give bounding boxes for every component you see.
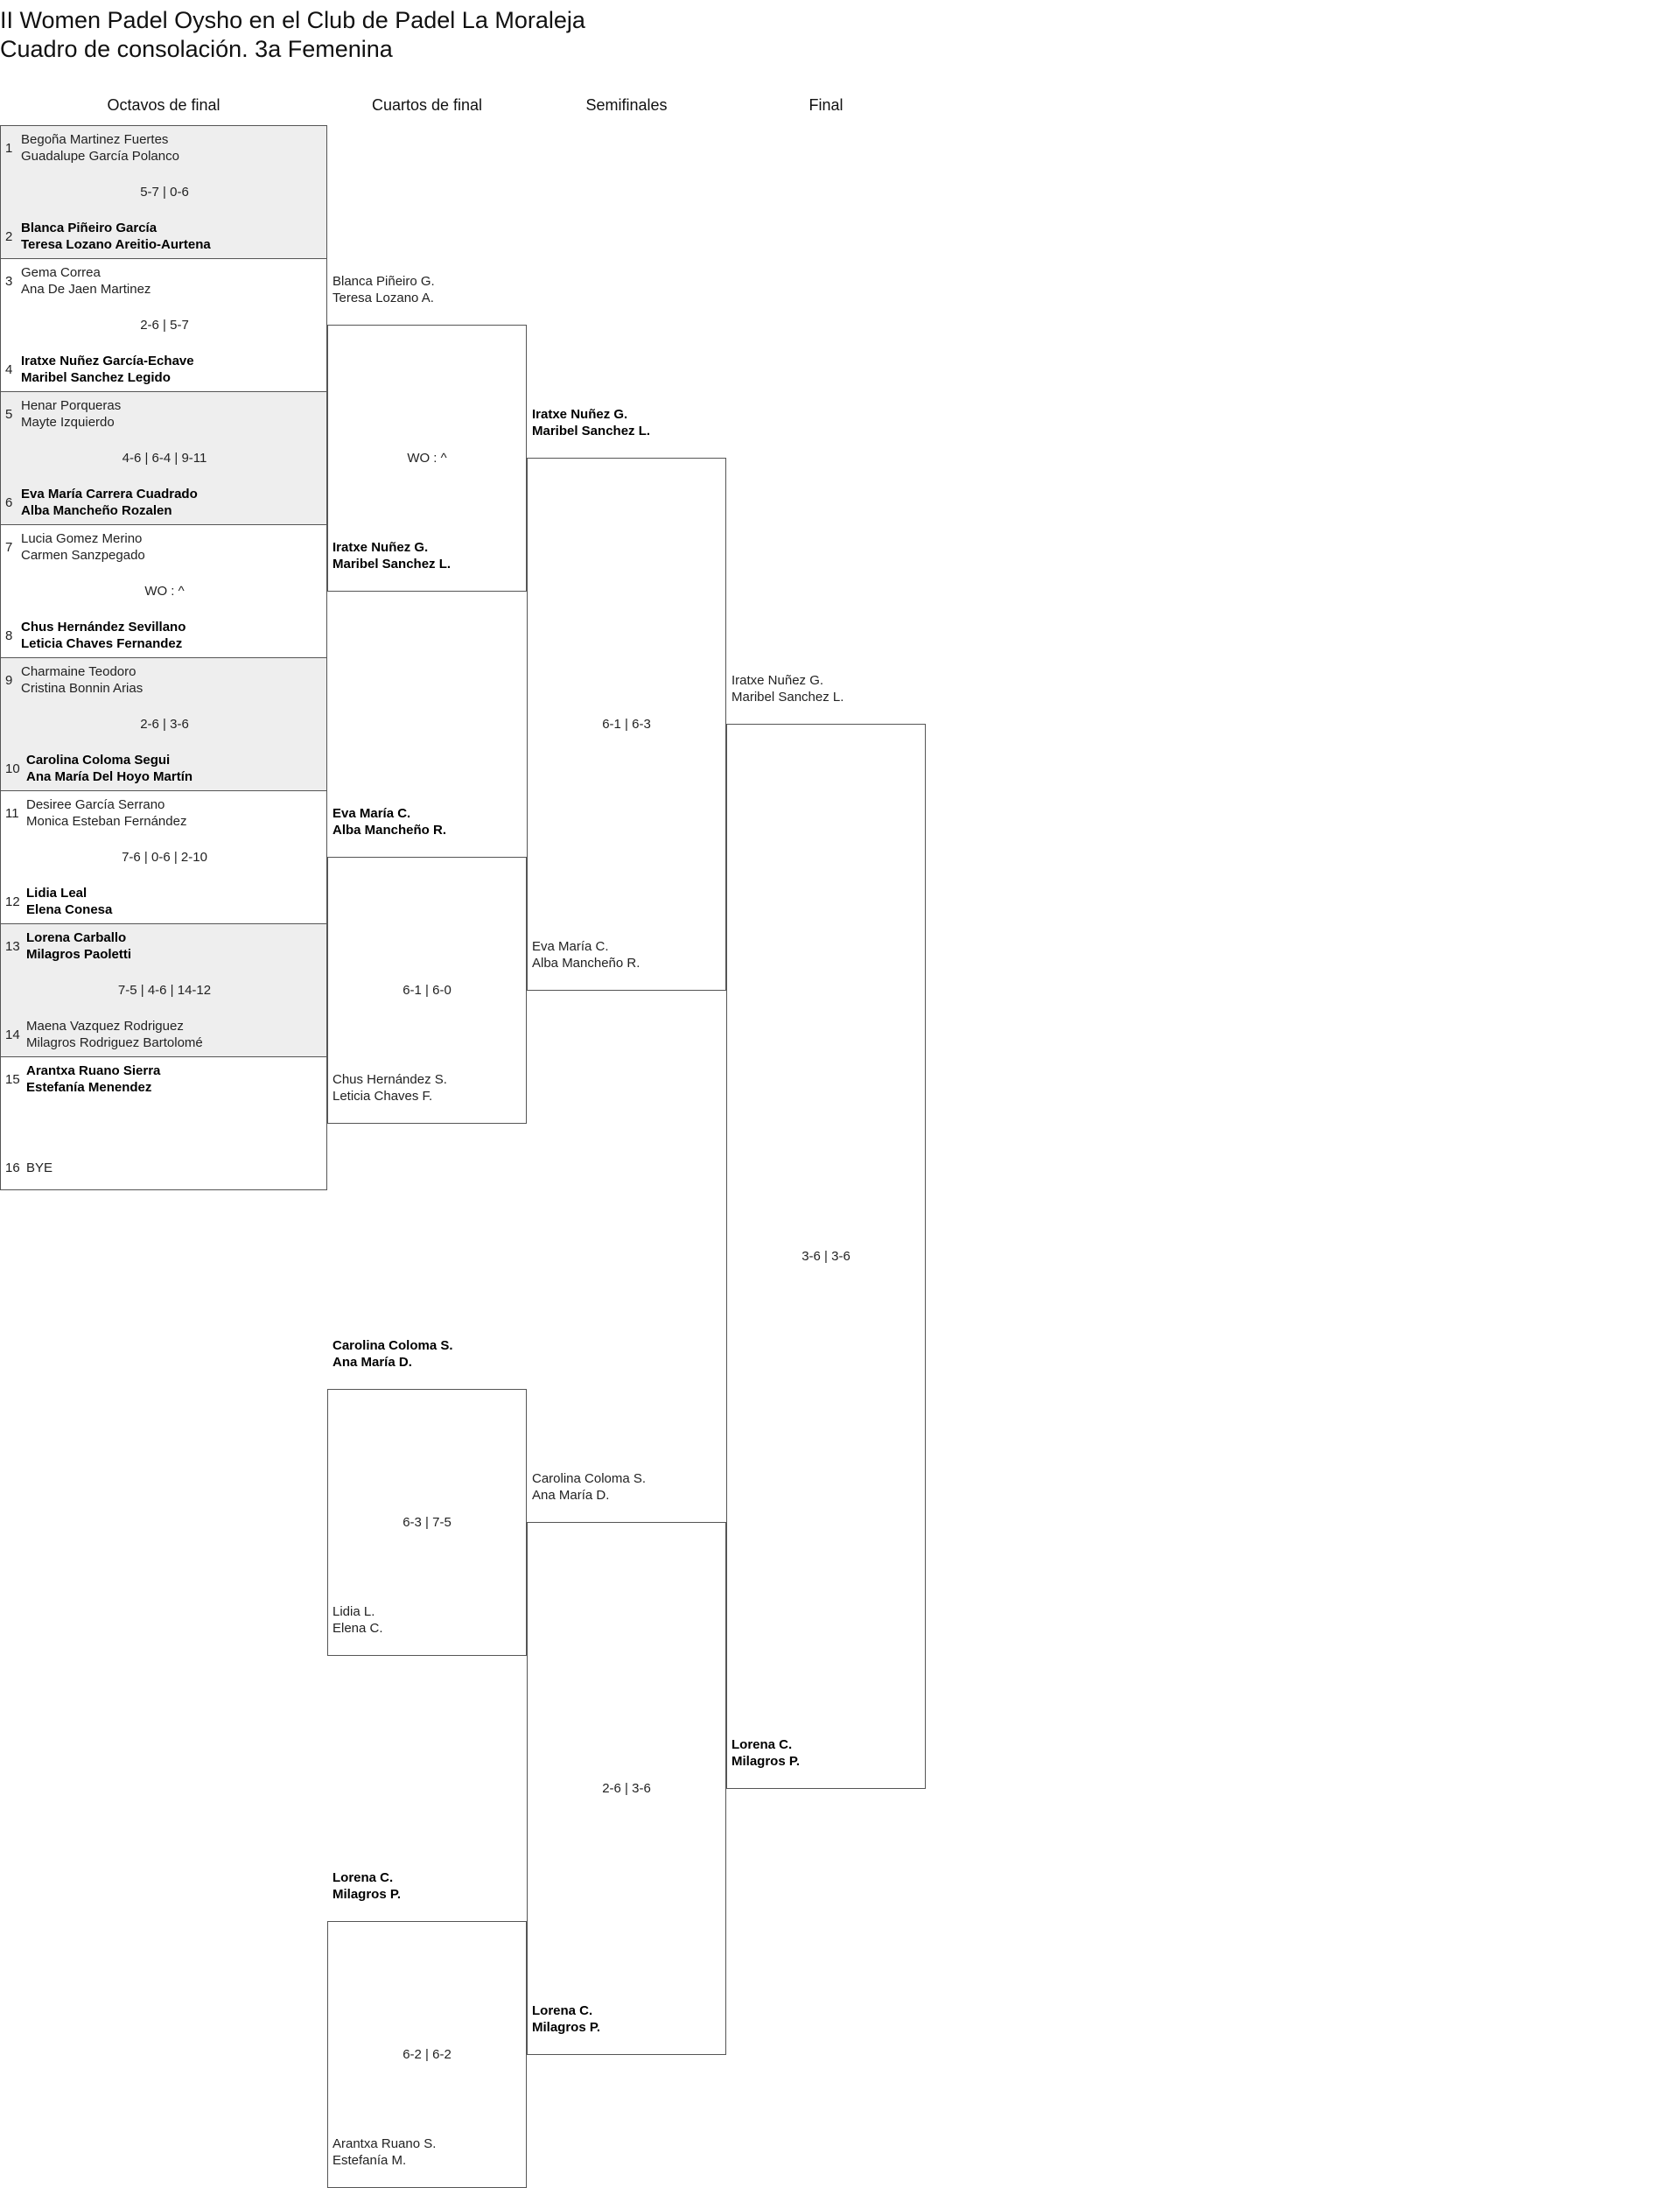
team-entry: [26, 929, 131, 963]
player-name: Ana María D.: [332, 1355, 412, 1370]
round-header-final: Final: [808, 96, 844, 114]
team-entry: [332, 539, 451, 572]
player-name: Estefanía M.: [332, 2153, 407, 2168]
seed-number: 4: [5, 362, 13, 377]
page-title: II Women Padel Oysho en el Club de Padel La Moraleja: [0, 7, 585, 33]
match-score: 7-5 | 4-6 | 14-12: [117, 983, 212, 998]
player-name: Eva María Carrera Cuadrado: [21, 487, 198, 501]
team-entry: [26, 1018, 203, 1051]
seed-number: 1: [5, 141, 13, 156]
player-name: Teresa Lozano A.: [332, 291, 434, 305]
player-name: Carolina Coloma S.: [532, 1471, 647, 1486]
player-name: Leticia Chaves F.: [332, 1089, 433, 1104]
seed-number: 11: [5, 806, 19, 821]
team-entry: [26, 796, 186, 830]
team-entry: [26, 752, 192, 785]
seed-number: 6: [5, 495, 13, 510]
player-name: Maribel Sanchez L.: [532, 424, 651, 438]
match-score: 7-6 | 0-6 | 2-10: [122, 850, 207, 865]
player-name: BYE: [26, 1161, 53, 1175]
player-name: Milagros P.: [732, 1754, 801, 1769]
team-entry: [332, 2135, 436, 2169]
player-name: Gema Correa: [21, 265, 101, 280]
player-name: Henar Porqueras: [21, 398, 122, 413]
team-entry: [26, 885, 112, 918]
player-name: Ana De Jaen Martinez: [21, 282, 151, 297]
player-name: Chus Hernández Sevillano: [21, 620, 186, 635]
round-header-sf: Semifinales: [585, 96, 668, 114]
player-name: Milagros Rodriguez Bartolomé: [26, 1035, 203, 1050]
seed-number: 8: [5, 628, 13, 643]
player-name: Alba Mancheño R.: [332, 823, 447, 838]
player-name: Iratxe Nuñez García-Echave: [21, 354, 194, 368]
match-score: 6-3 | 7-5: [402, 1515, 452, 1530]
team-entry: [532, 1470, 646, 1504]
player-name: Milagros Paoletti: [26, 947, 132, 962]
player-name: Iratxe Nuñez G.: [532, 407, 628, 422]
team-entry: [21, 619, 186, 652]
match-score: 3-6 | 3-6: [802, 1249, 850, 1264]
player-name: Estefanía Menendez: [26, 1080, 152, 1095]
player-name: Mayte Izquierdo: [21, 415, 115, 430]
player-name: Lorena C.: [332, 1870, 394, 1885]
player-name: Desiree García Serrano: [26, 797, 165, 812]
team-entry: [21, 663, 143, 697]
seed-number: 14: [5, 1027, 20, 1042]
player-name: Carmen Sanzpegado: [21, 548, 145, 563]
player-name: Alba Mancheño R.: [532, 956, 640, 971]
player-name: Lidia L.: [332, 1604, 375, 1619]
player-name: Teresa Lozano Areitio-Aurtena: [21, 237, 211, 252]
team-entry: [332, 1869, 401, 1903]
seed-number: 7: [5, 540, 13, 555]
player-name: Lucia Gomez Merino: [21, 531, 143, 546]
page-subtitle: Cuadro de consolación. 3a Femenina: [0, 36, 393, 62]
player-name: Blanca Piñeiro G.: [332, 274, 435, 289]
team-entry: [21, 486, 198, 519]
player-name: Carolina Coloma S.: [332, 1338, 453, 1353]
match-score: 6-2 | 6-2: [402, 2047, 452, 2062]
player-name: Milagros P.: [332, 1887, 402, 1902]
player-name: Chus Hernández S.: [332, 1072, 447, 1087]
match-score: 4-6 | 6-4 | 9-11: [122, 451, 207, 466]
team-entry: [21, 220, 211, 253]
player-name: Ana María Del Hoyo Martín: [26, 769, 193, 784]
match-score: 2-6 | 3-6: [140, 717, 189, 732]
team-entry: [21, 131, 179, 165]
player-name: Elena Conesa: [26, 902, 113, 917]
seed-number: 10: [5, 761, 20, 776]
team-entry: [532, 938, 640, 971]
match-score: WO : ^: [144, 584, 185, 599]
player-name: Begoña Martinez Fuertes: [21, 132, 169, 147]
player-name: Alba Mancheño Rozalen: [21, 503, 172, 518]
player-name: Monica Esteban Fernández: [26, 814, 187, 829]
team-entry: [21, 264, 150, 298]
team-entry: [26, 1160, 52, 1176]
seed-number: 12: [5, 894, 20, 909]
team-entry: [332, 1603, 383, 1637]
player-name: Elena C.: [332, 1621, 383, 1636]
player-name: Eva María C.: [332, 806, 411, 821]
team-entry: [732, 1736, 800, 1770]
player-name: Lorena Carballo: [26, 930, 127, 945]
round-header-qf: Cuartos de final: [371, 96, 483, 114]
player-name: Leticia Chaves Fernandez: [21, 636, 183, 651]
seed-number: 9: [5, 673, 13, 688]
player-name: Maribel Sanchez L.: [732, 690, 844, 705]
match-score: WO : ^: [407, 451, 447, 466]
team-entry: [732, 672, 844, 705]
player-name: Carolina Coloma Segui: [26, 753, 171, 768]
player-name: Iratxe Nuñez G.: [732, 673, 824, 688]
round-header-r16: Octavos de final: [107, 96, 220, 114]
player-name: Maena Vazquez Rodriguez: [26, 1019, 184, 1034]
team-entry: [21, 397, 121, 431]
player-name: Arantxa Ruano Sierra: [26, 1063, 161, 1078]
player-name: Maribel Sanchez Legido: [21, 370, 171, 385]
player-name: Charmaine Teodoro: [21, 664, 136, 679]
team-entry: [21, 530, 145, 564]
seed-number: 2: [5, 229, 13, 244]
seed-number: 15: [5, 1072, 20, 1087]
player-name: Blanca Piñeiro García: [21, 221, 158, 235]
player-name: Iratxe Nuñez G.: [332, 540, 429, 555]
match-score: 5-7 | 0-6: [140, 185, 189, 200]
team-entry: [26, 1062, 160, 1096]
player-name: Milagros P.: [532, 2020, 601, 2035]
team-entry: [532, 2002, 600, 2036]
match-score: 2-6 | 3-6: [602, 1781, 651, 1796]
player-name: Lidia Leal: [26, 886, 88, 901]
team-entry: [332, 1071, 447, 1105]
seed-number: 13: [5, 939, 20, 954]
team-entry: [332, 273, 435, 306]
seed-number: 16: [5, 1161, 20, 1175]
player-name: Cristina Bonnin Arias: [21, 681, 144, 696]
team-entry: [332, 805, 446, 838]
team-entry: [532, 406, 650, 439]
player-name: Lorena C.: [732, 1737, 793, 1752]
player-name: Guadalupe García Polanco: [21, 149, 179, 164]
team-entry: [21, 353, 194, 386]
team-entry: [332, 1337, 453, 1371]
seed-number: 5: [5, 407, 13, 422]
match-score: 6-1 | 6-3: [602, 717, 651, 732]
match-score: 2-6 | 5-7: [140, 318, 189, 333]
seed-number: 3: [5, 274, 13, 289]
player-name: Ana María D.: [532, 1488, 610, 1503]
player-name: Maribel Sanchez L.: [332, 557, 452, 572]
player-name: Arantxa Ruano S.: [332, 2136, 437, 2151]
match-score: 6-1 | 6-0: [402, 983, 452, 998]
player-name: Lorena C.: [532, 2003, 593, 2018]
player-name: Eva María C.: [532, 939, 609, 954]
